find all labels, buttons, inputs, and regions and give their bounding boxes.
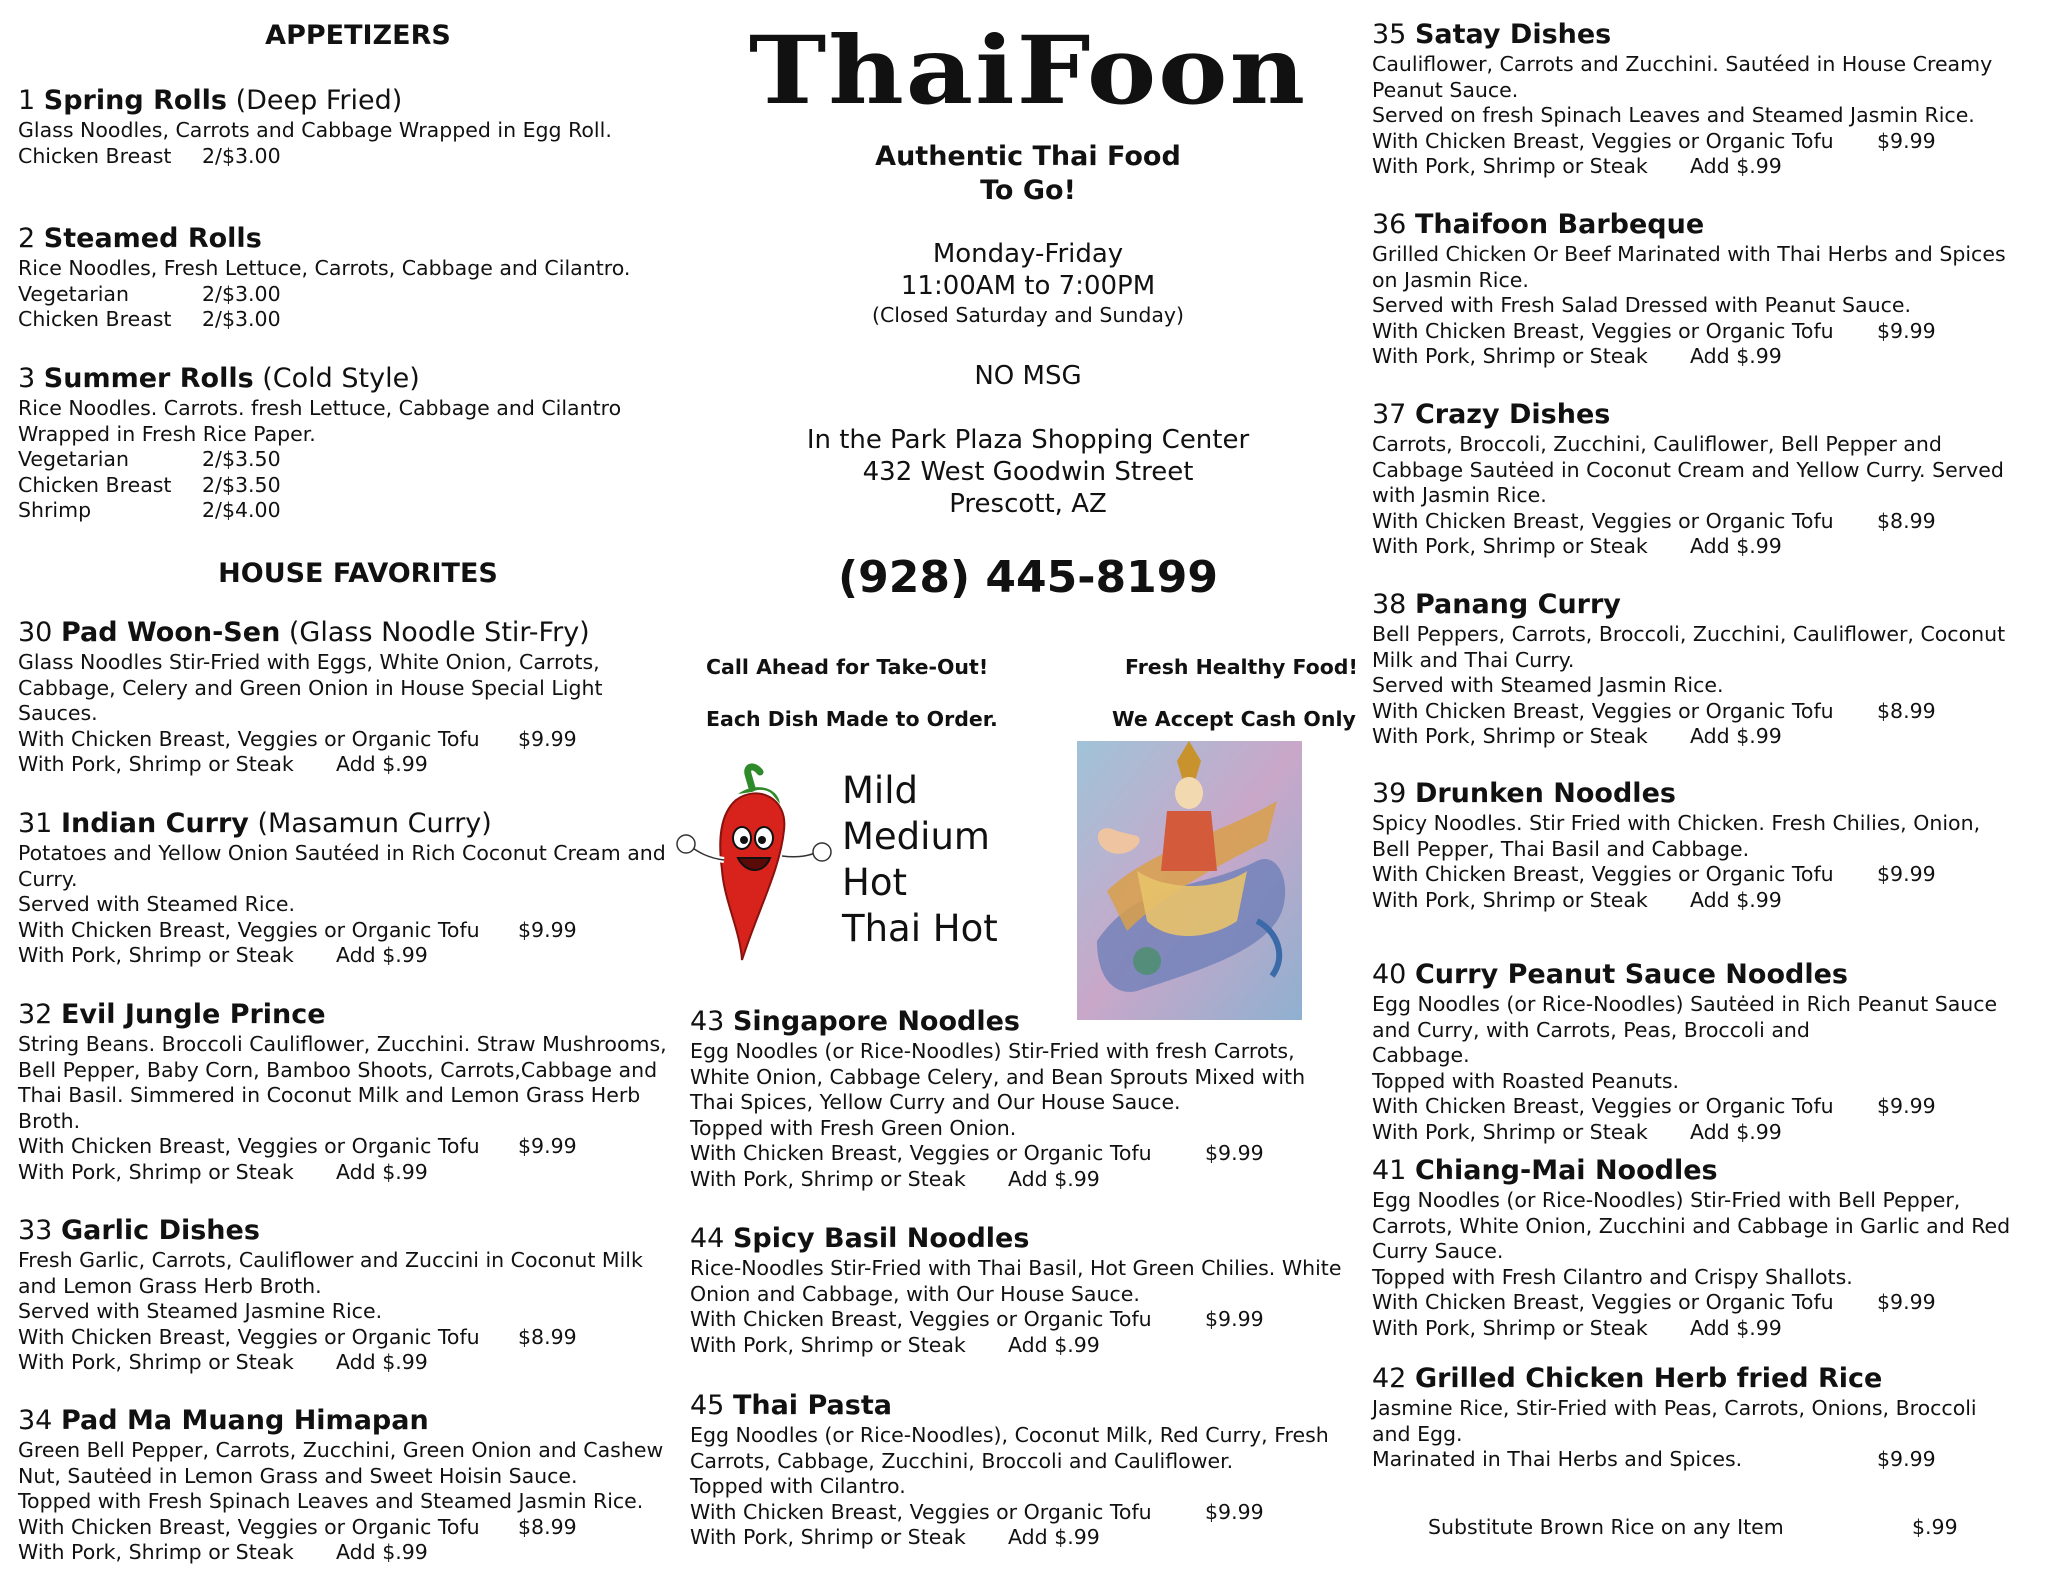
item-number: 43 [690,1006,725,1037]
price-amount: $8.99 [1877,698,1936,723]
menu-item-title [1372,1154,2032,1188]
item-price-row [18,1515,688,1541]
address-line-1: In the Park Plaza Shopping Center [806,425,1250,455]
price-amount: Add $.99 [336,752,428,777]
address-line-2: 432 West Goodwin Street [862,457,1194,487]
item-description-line: and Curry, with Carrots, Peas, Broccoli and [1372,1017,1810,1042]
price-amount: 2/$3.00 [202,307,281,332]
item-price-row [690,1141,1366,1167]
menu-item [1372,398,2032,560]
item-description-line: and Egg. [1372,1421,1463,1446]
menu-item-title [1372,588,2032,622]
item-price-row [690,1167,1366,1193]
item-price-row [1372,129,2032,155]
price-amount: Add $.99 [1690,344,1782,369]
item-price-row [690,1500,1366,1526]
price-label: With Chicken Breast, Veggies or Organic Tofu [690,1141,1152,1166]
item-price-row [1372,1290,2032,1316]
item-number: 2 [18,223,36,254]
price-amount: $8.99 [1877,508,1936,533]
item-price-row [18,307,688,333]
item-description-line: Served with Steamed Jasmin Rice. [1372,673,1724,698]
menu-item [18,222,688,333]
price-label: With Pork, Shrimp or Steak [1372,887,1648,912]
price-label: With Pork, Shrimp or Steak [1372,534,1648,559]
item-name: Satay Dishes [1414,19,1612,50]
note-fresh: Fresh Healthy Food! [1125,655,1358,679]
menu-item [18,362,688,524]
item-description-line: Egg Noodles (or Rice-Noodles), Coconut Milk, Red Curry, Fresh [690,1423,1329,1447]
price-label: With Chicken Breast, Veggies or Organic Tofu [690,1499,1152,1524]
price-label: Chicken Breast [18,143,172,168]
house-favorites-heading: HOUSE FAVORITES [218,558,498,589]
price-amount: $9.99 [1877,1094,1936,1119]
item-number: 30 [18,617,53,648]
note-call-ahead: Call Ahead for Take-Out! [706,655,989,679]
item-description-line: on Jasmin Rice. [1372,267,1529,292]
item-price-row [1372,1447,2032,1473]
item-number: 41 [1372,1155,1407,1186]
item-number: 44 [690,1223,725,1254]
item-description-line: Served with Steamed Jasmine Rice. [18,1299,383,1324]
price-label: With Chicken Breast, Veggies or Organic Tofu [1372,318,1834,343]
price-label: With Pork, Shrimp or Steak [690,1332,966,1357]
item-name: Evil Jungle Prince [60,999,326,1030]
item-name: Thaifoon Barbeque [1414,209,1705,240]
item-description-line: Cabbage, Celery and Green Onion in House Special Light [18,675,603,700]
item-price-row [1372,319,2032,345]
price-label: With Chicken Breast, Veggies or Organic Tofu [1372,508,1834,533]
item-description-line: Thai Spices, Yellow Curry and Our House Sauce. [690,1090,1181,1115]
chili-pepper-mascot-icon [668,760,838,974]
price-label: With Chicken Breast, Veggies or Organic Tofu [18,917,480,942]
appetizers-heading: APPETIZERS [265,20,451,51]
price-amount: Add $.99 [1690,1119,1782,1144]
item-description-line: Bell Pepper, Thai Basil and Cabbage. [1372,836,1750,861]
price-label: With Chicken Breast, Veggies or Organic Tofu [1372,1290,1834,1315]
menu-item-title [18,362,688,396]
item-price-row [1372,154,2032,180]
note-cash-only: We Accept Cash Only [1112,707,1356,731]
item-description-line: Jasmine Rice, Stir-Fried with Peas, Carrots, Onions, Broccoli [1372,1396,1977,1420]
item-description-line: Topped with Roasted Peanuts. [1372,1068,1680,1093]
price-amount: $9.99 [518,1134,577,1159]
item-price-row [18,727,688,753]
item-price-row [1372,1094,2032,1120]
price-label: With Chicken Breast, Veggies or Organic Tofu [1372,1094,1834,1119]
item-price-row [1372,724,2032,750]
item-name: Indian Curry [60,808,249,839]
item-description-line: Topped with Fresh Cilantro and Crispy Shallots. [1372,1264,1853,1289]
price-amount: Add $.99 [336,1350,428,1375]
price-label: With Pork, Shrimp or Steak [18,752,294,777]
item-number: 42 [1372,1363,1407,1394]
item-number: 32 [18,999,53,1030]
item-note: (Glass Noodle Stir-Fry) [288,617,590,648]
item-price-row [18,1325,688,1351]
menu-item-title [1372,1362,2032,1396]
item-name: Drunken Noodles [1414,778,1676,809]
price-label: Marinated in Thai Herbs and Spices. [1372,1447,1743,1472]
price-label: With Pork, Shrimp or Steak [690,1525,966,1550]
menu-item [1372,588,2032,750]
menu-item [690,1389,1366,1551]
price-amount: $9.99 [1205,1307,1264,1332]
item-description-line: with Jasmin Rice. [1372,483,1547,508]
menu-item-title [1372,398,2032,432]
menu-item [18,84,688,169]
item-description-line: Carrots, Broccoli, Zucchini, Cauliflower, Bell Pepper and [1372,432,1942,456]
item-description-line: Topped with Cilantro. [690,1474,906,1499]
item-name: Panang Curry [1414,589,1621,620]
note-made-to-order: Each Dish Made to Order. [706,707,998,731]
item-description-line: Served on fresh Spinach Leaves and Steamed Jasmin Rice. [1372,103,1975,128]
svg-text:ThaiFoon: ThaiFoon [748,24,1308,124]
price-label: Chicken Breast [18,307,172,332]
price-amount: Add $.99 [1690,534,1782,559]
price-amount: $9.99 [518,726,577,751]
item-description-line: Broth. [18,1108,81,1133]
menu-item-title [18,222,688,256]
price-label: With Chicken Breast, Veggies or Organic Tofu [1372,862,1834,887]
substitute-brown-rice-label: Substitute Brown Rice on any Item [1428,1515,1784,1539]
price-amount: $9.99 [1877,862,1936,887]
price-amount: $9.99 [1877,318,1936,343]
item-price-row [18,1540,688,1566]
item-description-line: Cabbage Sautėed in Coconut Cream and Yellow Curry. Served [1372,457,2004,482]
item-price-row [1372,1316,2032,1342]
item-name: Crazy Dishes [1414,399,1611,430]
item-number: 35 [1372,19,1407,50]
price-label: With Chicken Breast, Veggies or Organic Tofu [690,1307,1152,1332]
item-number: 39 [1372,778,1407,809]
no-msg: NO MSG [974,361,1082,391]
item-number: 37 [1372,399,1407,430]
tagline-2: To Go! [980,175,1076,206]
item-number: 34 [18,1405,53,1436]
menu-item [18,1214,688,1376]
menu-item [1372,18,2032,180]
price-label: With Pork, Shrimp or Steak [1372,344,1648,369]
item-number: 40 [1372,959,1407,990]
item-note: (Deep Fried) [235,85,403,116]
spice-level-medium: Medium [842,815,990,858]
price-amount: Add $.99 [1008,1166,1100,1191]
price-amount: Add $.99 [1690,154,1782,179]
price-label: With Pork, Shrimp or Steak [690,1166,966,1191]
item-name: Grilled Chicken Herb fried Rice [1414,1363,1883,1394]
item-description-line: Nut, Sautėed in Lemon Grass and Sweet Hoisin Sauce. [18,1463,578,1488]
price-label: With Pork, Shrimp or Steak [18,1159,294,1184]
menu-item [18,1404,688,1566]
price-label: With Pork, Shrimp or Steak [1372,1119,1648,1144]
spice-level-hot: Hot [842,861,907,904]
item-description-line: Peanut Sauce. [1372,77,1519,102]
hours-time: 11:00AM to 7:00PM [900,271,1156,301]
item-price-row [690,1307,1366,1333]
item-number: 36 [1372,209,1407,240]
menu-item [1372,1362,2032,1473]
item-price-row [18,447,688,473]
item-description-line: Onion and Cabbage, with Our House Sauce. [690,1281,1140,1306]
menu-item-title [18,998,688,1032]
menu-item [18,998,688,1186]
address-line-3: Prescott, AZ [949,489,1107,519]
price-amount: 2/$3.00 [202,281,281,306]
item-price-row [1372,509,2032,535]
item-description-line: Cauliflower, Carrots and Zucchini. Sautéed in House Creamy [1372,52,1993,76]
item-description-line: Egg Noodles (or Rice-Noodles) Sautėed in Rich Peanut Sauce [1372,992,1998,1016]
price-amount: 2/$4.00 [202,498,281,523]
item-description-line: Egg Noodles (or Rice-Noodles) Stir-Fried with fresh Carrots, [690,1039,1295,1063]
price-label: With Chicken Breast, Veggies or Organic Tofu [18,1134,480,1159]
menu-item [18,807,688,969]
menu-item-title [1372,777,2032,811]
menu-item-title [690,1389,1366,1423]
item-price-row [18,473,688,499]
menu-item [1372,777,2032,913]
item-name: Pad Woon-Sen [60,617,281,648]
item-name: Spicy Basil Noodles [732,1223,1030,1254]
menu-item [1372,1154,2032,1342]
item-price-row [18,498,688,524]
substitute-brown-rice-price: $.99 [1912,1515,1958,1539]
item-description-line: and Lemon Grass Herb Broth. [18,1273,322,1298]
price-amount: $9.99 [1205,1499,1264,1524]
item-description-line: Carrots, Cabbage, Zucchini, Broccoli and Cauliflower. [690,1448,1234,1473]
item-price-row [18,752,688,778]
item-description-line: Curry Sauce. [1372,1239,1504,1264]
price-label: With Pork, Shrimp or Steak [18,1350,294,1375]
item-price-row [1372,344,2032,370]
price-label: Shrimp [18,498,92,523]
item-description-line: Bell Peppers, Carrots, Broccoli, Zucchini, Cauliflower, Coconut [1372,622,2006,646]
price-label: With Chicken Breast, Veggies or Organic Tofu [18,1514,480,1539]
menu-item [1372,208,2032,370]
item-description-line: Served with Fresh Salad Dressed with Peanut Sauce. [1372,293,1911,318]
price-label: With Chicken Breast, Veggies or Organic Tofu [1372,698,1834,723]
item-price-row [18,144,688,170]
tagline-1: Authentic Thai Food [875,141,1181,172]
menu-item [18,616,688,778]
hours-days: Monday-Friday [932,239,1124,269]
item-price-row [18,943,688,969]
price-amount: Add $.99 [1690,1315,1782,1340]
price-amount: 2/$3.00 [202,143,281,168]
item-name: Garlic Dishes [60,1215,260,1246]
price-amount: $9.99 [1205,1141,1264,1166]
item-description-line: Sauces. [18,701,98,726]
item-description-line: Fresh Garlic, Carrots, Cauliflower and Zuccini in Coconut Milk [18,1248,643,1272]
item-description-line: Egg Noodles (or Rice-Noodles) Stir-Fried with Bell Pepper, [1372,1188,1961,1212]
item-description-line: Thai Basil. Simmered in Coconut Milk and Lemon Grass Herb [18,1083,641,1108]
menu-item-title [690,1222,1366,1256]
menu-item-title [18,1214,688,1248]
item-description-line: Cabbage. [1372,1043,1470,1068]
item-description-line: Spicy Noodles. Stir Fried with Chicken. Fresh Chilies, Onion, [1372,811,1981,835]
item-number: 31 [18,808,53,839]
spice-level-thai-hot: Thai Hot [842,907,998,950]
item-description-line: Rice Noodles. Carrots. fresh Lettuce, Cabbage and Cilantro [18,396,622,420]
item-description-line: Topped with Fresh Green Onion. [690,1115,1017,1140]
item-name: Pad Ma Muang Himapan [60,1405,429,1436]
price-amount: Add $.99 [336,1540,428,1565]
price-amount: $9.99 [518,917,577,942]
price-label: With Chicken Breast, Veggies or Organic Tofu [1372,128,1834,153]
item-description-line: Curry. [18,866,78,891]
item-description-line: Served with Steamed Rice. [18,892,296,917]
menu-item-title [18,84,688,118]
item-description-line: Wrapped in Fresh Rice Paper. [18,421,316,446]
item-name: Curry Peanut Sauce Noodles [1414,959,1848,990]
price-amount: Add $.99 [336,943,428,968]
item-description-line: Rice-Noodles Stir-Fried with Thai Basil, Hot Green Chilies. White [690,1256,1342,1280]
menu-item-title [1372,208,2032,242]
item-description-line: Grilled Chicken Or Beef Marinated with Thai Herbs and Spices [1372,242,2006,266]
price-label: With Pork, Shrimp or Steak [1372,154,1648,179]
price-label: With Pork, Shrimp or Steak [1372,724,1648,749]
menu-item [690,1005,1366,1193]
item-description-line: Rice Noodles, Fresh Lettuce, Carrots, Cabbage and Cilantro. [18,256,631,280]
item-number: 3 [18,363,36,394]
item-description-line: Glass Noodles, Carrots and Cabbage Wrapped in Egg Roll. [18,118,612,142]
price-amount: 2/$3.50 [202,447,281,472]
spice-levels [842,768,998,952]
item-price-row [18,1134,688,1160]
menu-item-title [1372,958,2032,992]
hours-closed: (Closed Saturday and Sunday) [871,303,1185,327]
price-label: With Pork, Shrimp or Steak [18,943,294,968]
item-description-line: White Onion, Cabbage Celery, and Bean Sprouts Mixed with [690,1064,1306,1089]
item-description-line: Carrots, White Onion, Zucchini and Cabbage in Garlic and Red [1372,1213,2011,1238]
item-name: Thai Pasta [732,1390,892,1421]
price-label: With Pork, Shrimp or Steak [1372,1315,1648,1340]
item-number: 45 [690,1390,725,1421]
item-price-row [18,282,688,308]
item-price-row [1372,699,2032,725]
item-name: Spring Rolls [43,85,227,116]
item-price-row [18,918,688,944]
item-name: Summer Rolls [43,363,254,394]
menu-item [690,1222,1366,1358]
item-price-row [1372,534,2032,560]
item-number: 38 [1372,589,1407,620]
item-number: 33 [18,1215,53,1246]
item-note: (Cold Style) [262,363,420,394]
item-name: Singapore Noodles [732,1006,1020,1037]
price-label: With Chicken Breast, Veggies or Organic Tofu [18,726,480,751]
spice-level-mild: Mild [842,769,918,812]
price-amount: Add $.99 [1690,887,1782,912]
price-amount: $8.99 [518,1514,577,1539]
price-amount: Add $.99 [1690,724,1782,749]
item-price-row [1372,888,2032,914]
item-number: 1 [18,85,36,116]
item-description-line: Green Bell Pepper, Carrots, Zucchini, Green Onion and Cashew [18,1438,664,1462]
price-label: Chicken Breast [18,472,172,497]
item-price-row [1372,862,2032,888]
price-label: Vegetarian [18,281,129,306]
item-name: Chiang-Mai Noodles [1414,1155,1718,1186]
price-amount: Add $.99 [1008,1332,1100,1357]
item-description-line: String Beans. Broccoli Cauliflower, Zucchini. Straw Mushrooms, [18,1032,667,1056]
price-label: Vegetarian [18,447,129,472]
menu-item-title [1372,18,2032,52]
price-amount: $9.99 [1877,1447,1936,1472]
item-description-line: Bell Pepper, Baby Corn, Bamboo Shoots, Carrots,Cabbage and [18,1057,658,1082]
menu-item-title [18,807,688,841]
item-name: Steamed Rolls [43,223,262,254]
item-price-row [18,1160,688,1186]
thai-deity-painting [1077,741,1302,1020]
menu-item-title [18,616,688,650]
price-amount: Add $.99 [1008,1525,1100,1550]
item-note: (Masamun Curry) [257,808,492,839]
logo [690,24,1366,128]
item-description-line: Glass Noodles Stir-Fried with Eggs, White Onion, Carrots, [18,650,600,674]
item-price-row [18,1350,688,1376]
item-price-row [1372,1120,2032,1146]
item-price-row [690,1333,1366,1359]
price-amount: $8.99 [518,1324,577,1349]
item-description-line: Potatoes and Yellow Onion Sautéed in Rich Coconut Cream and [18,841,666,865]
menu-item-title [18,1404,688,1438]
phone-number: (928) 445-8199 [838,552,1218,603]
item-price-row [690,1525,1366,1551]
price-amount: 2/$3.50 [202,472,281,497]
price-amount: $9.99 [1877,128,1936,153]
item-description-line: Milk and Thai Curry. [1372,647,1575,672]
price-amount: Add $.99 [336,1159,428,1184]
price-amount: $9.99 [1877,1290,1936,1315]
menu-item [1372,958,2032,1146]
price-label: With Pork, Shrimp or Steak [18,1540,294,1565]
price-label: With Chicken Breast, Veggies or Organic Tofu [18,1324,480,1349]
thaifoon-logo [738,24,1318,124]
item-description-line: Topped with Fresh Spinach Leaves and Steamed Jasmin Rice. [18,1489,644,1514]
